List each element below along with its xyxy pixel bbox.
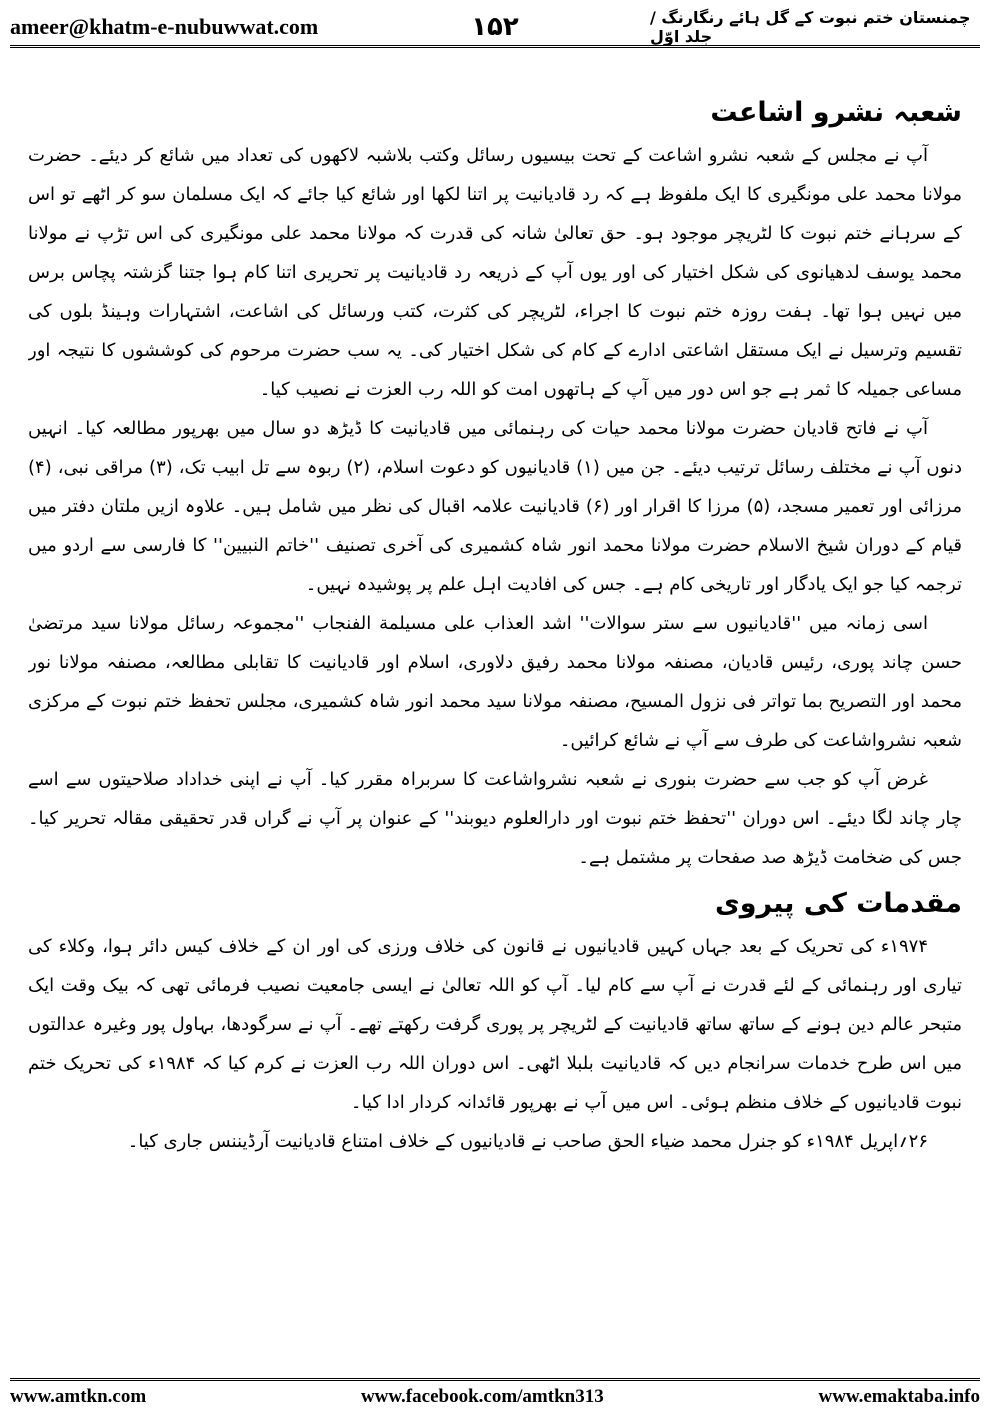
- section-court-cases: [28, 881, 962, 1161]
- paragraph: اسی زمانہ میں ''قادیانیوں سے ستر سوالات'' اشد العذاب علی مسیلمة الفنجاب ''مجموعہ رسائل مولانا سید مرتضیٰ حسن چاند پوری، رئیس قادیان، مصنفہ مولانا محمد رفیق دلاوری، اسلام اور قادیانیت کا تقابلی مطالعہ، مصنفہ مولانا نور محمد اور التصریح بما تواتر فی نزول المسیح، مصنفہ مولانا سید محمد انور شاہ کشمیری، مجلس تحفظ ختم نبوت کے مرکزی شعبہ نشرواشاعت کی طرف سے آپ نے شائع کرائیں۔: [28, 613, 962, 751]
- footer-link-facebook[interactable]: www.facebook.com/amtkn313: [360, 1385, 604, 1407]
- page-header: [10, 8, 980, 48]
- paragraph: ۲۶؍اپریل ۱۹۸۴ء کو جنرل محمد ضیاء الحق صاحب نے قادیانیوں کے خلاف امتناع قادیانیت آرڈیننس جاری کیا۔: [127, 1131, 928, 1152]
- header-email: ameer@khatm-e-nubuwwat.com: [10, 13, 319, 39]
- paragraph: ۱۹۷۴ء کی تحریک کے بعد جہاں کہیں قادیانیوں نے قانون کی خلاف ورزی کی اور ان کے خلاف کیس دائر ہوا، وکلاء کی تیاری اور رہنمائی کے لئے قدرت نے آپ سے کام لیا۔ آپ کو اللہ تعالیٰ نے ایسی جامعیت نصیب فرمائی تھی کہ بیک وقت ایک متبحر عالم دین ہونے کے ساتھ ساتھ قادیانیت کے لٹریچر پر پوری گرفت رکھتے تھے۔ آپ نے سرگودھا، بہاول پور وغیرہ عدالتوں میں اس طرح خدمات سرانجام دیں کہ قادیانیت بلبلا اٹھی۔ اس دوران اللہ رب العزت نے کرم کیا کہ ۱۹۸۴ء کی تحریک ختم نبوت قادیانیوں کے خلاف منظم ہوئی۔ اس میں آپ نے بھرپور قائدانہ کردار ادا کیا۔: [28, 936, 962, 1113]
- page-number: ۱۵۲: [471, 11, 519, 42]
- section-heading: مقدمات کی پیروی: [714, 888, 962, 919]
- paragraph: آپ نے مجلس کے شعبہ نشرو اشاعت کے تحت بیسیوں رسائل وکتب بلاشبہ لاکھوں کی تعداد میں شائع کر دیئے۔ حضرت مولانا محمد علی مونگیری کا ایک ملفوظ ہے کہ رد قادیانیت پر اتنا لکھا اور شائع کیا جائے کہ ایک مسلمان سو کر اٹھے تو اس کے سرہانے ختم نبوت کا لٹریچر موجود ہو۔ حق تعالیٰ شانہ کی قدرت کہ مولانا محمد علی مونگیری کی اس تڑپ نے مولانا محمد یوسف لدھیانوی کی شکل اختیار کی اور یوں آپ کے ذریعہ رد قادیانیت پر تحریری اتنا کام ہوا جتنا گزشتہ پچاس برس میں نہیں ہوا تھا۔ ہفت روزہ ختم نبوت کا اجراء، لٹریچر کی کثرت، کتب ورسائل کی اشاعت، اشتہارات وہینڈ بلوں کی تقسیم وترسیل نے ایک مستقل اشاعتی ادارے کے کام کی شکل اختیار کی۔ یہ سب حضرت مرحوم کی کوششوں کا نتیجہ اور مساعی جمیلہ کا ثمر ہے جو اس دور میں آپ کے ہاتھوں امت کو اللہ رب العزت نے نصیب کیا۔: [28, 145, 962, 400]
- footer-link-amtkn[interactable]: www.amtkn.com: [10, 1385, 147, 1407]
- page-body: [28, 88, 962, 1363]
- footer-link-emaktaba[interactable]: www.emaktaba.info: [818, 1385, 980, 1407]
- page-footer: [10, 1378, 980, 1412]
- paragraph: غرض آپ کو جب سے حضرت بنوری نے شعبہ نشرواشاعت کا سربراہ مقرر کیا۔ آپ نے اپنی خداداد صلاحیتوں سے اسے چار چاند لگا دیئے۔ اس دوران ''تحفظ ختم نبوت اور دارالعلوم دیوبند'' کے عنوان پر آپ نے گراں قدر تحقیقی مقالہ تحریر کیا۔ جس کی ضخامت ڈیڑھ صد صفحات پر مشتمل ہے۔: [28, 769, 962, 868]
- book-title: چمنستان ختم نبوت کے گل ہائے رنگارنگ / جلد اوّل: [650, 7, 971, 46]
- section-publication: [28, 90, 962, 877]
- paragraph: آپ نے فاتح قادیان حضرت مولانا محمد حیات کی رہنمائی میں قادیانیت کا ڈیڑھ دو سال میں بھرپور مطالعہ کیا۔ انہیں دنوں آپ نے مختلف رسائل ترتیب دیئے۔ جن میں (۱) قادیانیوں کو دعوت اسلام، (۲) ربوہ سے تل ابیب تک، (۳) مراقی نبی، (۴) مرزائی اور تعمیر مسجد، (۵) مرزا کا اقرار اور (۶) قادیانیت علامہ اقبال کی نظر میں شامل ہیں۔ علاوہ ازیں ملتان دفتر میں قیام کے دوران شیخ الاسلام حضرت مولانا محمد انور شاہ کشمیری کی آخری تصنیف ''خاتم النبیین'' کا فارسی سے اردو میں ترجمہ کیا جو ایک یادگار اور تاریخی کام ہے۔ جس کی افادیت اہل علم پر پوشیدہ نہیں۔: [28, 418, 962, 595]
- section-heading: شعبہ نشرو اشاعت: [710, 97, 962, 128]
